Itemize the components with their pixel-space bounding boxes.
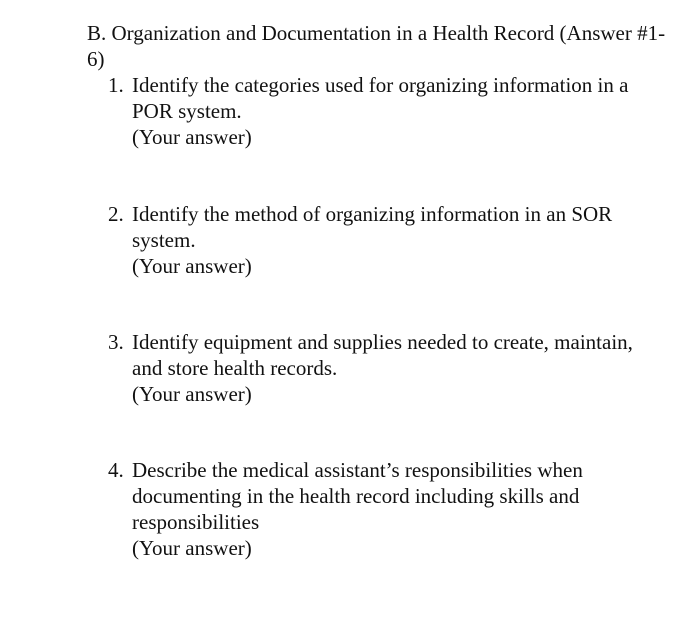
question-3: [108, 329, 668, 407]
question-4: [108, 457, 668, 561]
question-number: 3.: [108, 330, 124, 354]
question-text: Identify the categories used for organizing information in a POR system.: [132, 73, 629, 123]
question-2: [108, 201, 668, 279]
answer-placeholder[interactable]: (Your answer): [132, 536, 252, 560]
question-number: 4.: [108, 458, 124, 482]
answer-placeholder[interactable]: (Your answer): [132, 382, 252, 406]
question-text: Identify the method of organizing information in an SOR system.: [132, 202, 613, 252]
question-number: 1.: [108, 73, 124, 97]
question-text: Describe the medical assistant’s responsibilities when documenting in the health record including skills and responsibilities: [132, 458, 583, 534]
section-title: B. Organization and Documentation in a Health Record (Answer #1-6): [87, 21, 666, 71]
answer-placeholder[interactable]: (Your answer): [132, 254, 252, 278]
question-number: 2.: [108, 202, 124, 226]
question-1: [108, 72, 668, 150]
answer-placeholder[interactable]: (Your answer): [132, 125, 252, 149]
question-text: Identify equipment and supplies needed to create, maintain, and store health records.: [132, 330, 633, 380]
